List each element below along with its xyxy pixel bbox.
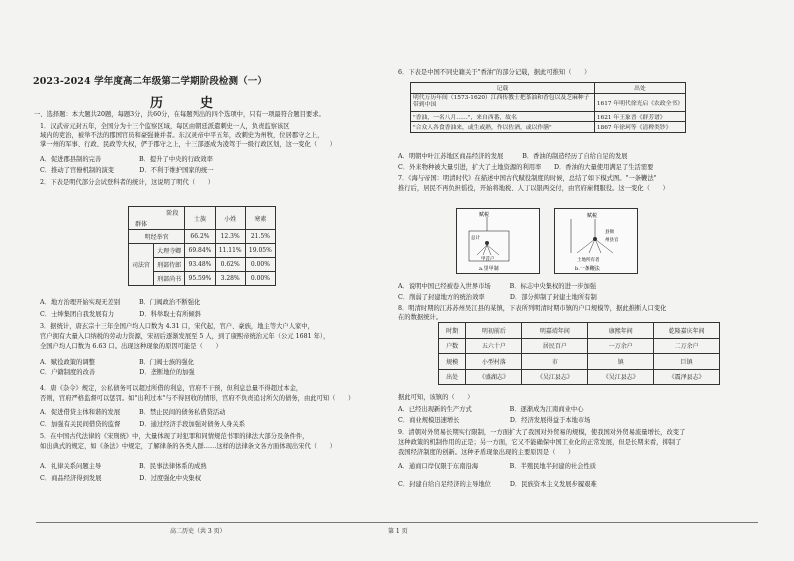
q8-options-ab: A．已经出现新的生产方式 B．逐渐成为江南商业中心	[398, 406, 584, 413]
table-row	[439, 323, 720, 339]
q3-line-1: 3．据统计，唐玄宗十三年全国户均人口数为 4.31 口，宋代起，官户、豪族，地主等大户人家中，	[40, 323, 314, 330]
table-header-cell: 记载	[411, 83, 595, 94]
table-row: "香油，一名八月……"，来自西番，故名 1621 年王象晋《群芳谱》	[411, 111, 686, 122]
section-heading: 一、选择题：本大题共20题，每题3分，共60分，在每题列出的四个选项中，只有一项最符合题目要求。	[34, 111, 325, 118]
q1-line-1: 1．汉武帝元封五年，全国分为十三个监察区域，每区由朝廷派遣刺史一人，负责监察该区	[40, 123, 290, 130]
table-row: 刑部侍郎 93.48% 0.62% 0.00%	[129, 258, 276, 272]
ytb-line	[577, 239, 595, 253]
ytb-node	[593, 237, 597, 241]
q7-line-2: 推行后，居民不再负担徭役，开始将地税、人丁以银两交付，由官府雇佣服役。这一变化（ ）	[398, 185, 669, 192]
ytb-node1: 县衙	[605, 230, 614, 235]
lijia-diagram	[456, 208, 540, 274]
table-header-cell: 寒素	[245, 207, 275, 230]
q4-line-2: 否则，官府严格监督可以惩罚。如"出利过本"与不得回收的情形，官府不负责追讨所欠的债务，由此可知（ ）	[40, 395, 355, 402]
table-row: 明代万历年间（1573-1620）江西传教士把茶油和香包以及芝麻种子带到中国 1617 年明代徐光启《农政全书》	[411, 93, 686, 111]
q7-line-1: 7．《海与帝国：明清时代》在描述中国古代赋役制度的时候，总结了如下模式图。"一条鞭法"	[398, 175, 657, 182]
table-header-cell: 士族	[185, 207, 215, 230]
table-header-cell: 康熙年间	[588, 323, 654, 339]
q8-options-cd: C．商业规模迅速增长 D．经济发展得益于本地市场	[398, 417, 591, 424]
q4-line-1: 4．唐《杂令》规定，公私债务可以超过所借的利息，官府不干预，但利息总量不得超过本金，	[40, 385, 303, 392]
table-row: 户数 五六十户 居民百户 一万余户 二万余户	[439, 338, 720, 354]
ytb-caption: b.一条鞭法	[575, 266, 600, 272]
q6-stem: 6．下表是中国不同史籍关于"香油"的部分记载，据此可推知（ ）	[398, 69, 591, 76]
q3-options-ab: A．赋役政策的调整 B．门阀士族的强化	[40, 359, 195, 366]
q9-line-1: 9．清朝对外贸易长期实行限制，一方面扩大了我国对外贸易的规模，使我国对外贸易流量增长，改变了	[398, 429, 686, 436]
q5-options-ab: A．礼律关系问题主导 B．民事法律体系的成熟	[40, 463, 207, 470]
table-corner-cell: 阶段 群体	[129, 207, 185, 230]
ytb-title: 赋税	[587, 213, 598, 219]
lijia-diagram-graphic	[457, 209, 539, 273]
lijia-line	[483, 245, 487, 255]
lijia-line	[477, 245, 487, 255]
table-row	[411, 83, 686, 94]
yitiaobian-diagram	[554, 208, 638, 274]
q5-options-cd: C．商品经济得到发展 D．过度强化中央集权	[40, 475, 201, 482]
footer-page-number: 第 1 页	[388, 528, 408, 535]
q3-options-cd: C．户籍制度的改善 D．垄断地位的加强	[40, 369, 195, 376]
q2-stem: 2．下表是明代部分会试登科者的统计，这说明了明代（ ）	[40, 179, 215, 186]
table-header-cell: 时期	[439, 323, 466, 339]
exam-title: 2023-2024 学年度高二年级第二学期阶段检测（一）	[33, 76, 267, 87]
sesame-oil-records-table	[410, 82, 686, 133]
table-header-cell: 小姓	[215, 207, 245, 230]
ytb-node2: 州县官	[605, 238, 619, 243]
imperial-exam-table	[128, 206, 276, 286]
q9-line-3: 我国经济制度的创新。这种矛盾现象出现的主要原因是（ ）	[398, 449, 575, 456]
q4-options-ab: A．促进借贷主体和谐的发展 B．禁止民间的债务私借贷活动	[40, 409, 226, 416]
footer-left: 高二历史（共 3 页）	[170, 528, 226, 535]
table-row: 司法官 大理寺卿 69.84% 11.11% 19.05%	[129, 244, 276, 258]
q1-options-cd: C．推动了官僚机制的演变 D．不利于维护国家的统一	[40, 167, 214, 174]
q5-line-1: 5．在中国古代法律的《宋刑统》中，大量体现了对犯罪和同情规范书罪的律法大部分及条件件，	[40, 433, 309, 440]
table-row: 刑部尚书 95.59% 3.28% 0.00%	[129, 272, 276, 286]
town-population-table	[438, 322, 720, 385]
table-header-cell: 乾隆嘉庆年间	[654, 323, 720, 339]
q9-options-ab: A．通商口岸仅限于东南沿海 B．半殖民地半封建的社会性质	[398, 463, 597, 470]
ytb-sub: 土地所有者	[577, 258, 600, 263]
q1-line-2: 域内的吏治，被举不法的郡国官员和豪强兼并者。东汉灵帝中平五年，改刺史为州牧，位居郡守之上，	[40, 132, 324, 139]
table-header-cell: 明初前后	[466, 323, 522, 339]
lijia-node-label: 甲首户	[481, 257, 495, 262]
q4-options-cd: C．加强有关民间借贷的监督 D．通过经济手段加强对债务人身关系	[40, 421, 246, 428]
table-header-cell: 出处	[594, 83, 685, 94]
lijia-caption: a.里甲制	[479, 266, 499, 272]
table-row	[129, 207, 276, 230]
table-header-cell: 明嘉靖年间	[522, 323, 588, 339]
yitiaobian-diagram-graphic	[555, 209, 637, 273]
q1-line-3: 掌一州的军事、行政、民政等大权，俨于郡守之上，十三部逐成为凌驾于一级行政区划，这一变化（ ）	[40, 141, 336, 148]
subject-title: 历 史	[150, 96, 226, 111]
q9-options-cd: C．封建自给自足经济的主导地位 D．民族资本主义发展步履艰难	[398, 481, 597, 488]
q2-options-cd: C．士绅集团自我发展有力 D．科举取士有所倾斜	[40, 311, 201, 318]
q1-options-ab: A．促进郡县制的完善 B．提升了中央的行政效率	[40, 156, 213, 163]
q7-options-ab: A．说明中国已经被卷入世界市场 B．标志中央集权的进一步加强	[398, 283, 597, 290]
q3-line-2: 官户拥有大量入口纳税的劳动力资源，宋初后逐渐发展至 5 人，到了康熙帝统治元年（公元 1681 年），	[40, 333, 330, 340]
footer-divider	[36, 522, 758, 523]
q3-line-3: 全国户均人口数为 6.63 口。出现这种现象的原因可能是（ ）	[40, 343, 222, 350]
q2-options-ab: A．地方治理开始实现无差别 B．门阀政治不断强化	[40, 299, 201, 306]
q9-line-2: 这种政策的机制作用的正是；另一方面，它又不能确保中国工业化的正常发展，但是长期来看，抑制了	[398, 439, 682, 446]
q7-options-cd: C．削弱了封建地方的统治效率 D．部分抑制了封建土地所有制	[398, 294, 597, 301]
q6-options-ab: A．明朝中叶江苏地区商品经济的发展 B．香油的制造经历了自给自足的发展	[398, 153, 628, 160]
q8-line-1: 8．明清时期的江苏苏州吴江县的某镇，下表所列明清时期市镇的户口规模等，据此推断人口变化	[398, 305, 667, 312]
table-row: 出处 《盛湖志》 《吴江县志》 《吴江县志》 《震泽县志》	[439, 369, 720, 385]
q8-conclusion: 据此可知，该镇的（ ）	[398, 394, 474, 401]
table-row: 规模 小型村落 市 镇 巨镇	[439, 354, 720, 370]
q8-line-2: 在的数据统计。	[398, 314, 443, 321]
table-row: 明经举官 66.2% 12.3% 21.5%	[129, 230, 276, 244]
table-row: "合众人各食香油来，或生或熟，作以佐酒，或以作膳" 1867 年徐珂等《清稗类钞》	[411, 122, 686, 133]
lijia-title: 赋税	[479, 212, 490, 218]
lijia-sub: 总计	[471, 236, 480, 241]
lijia-node	[485, 241, 489, 245]
q6-options-cd: C．外来物种被大量引进，扩大了土地资源的利用率 D．香油的大量使用满足了生活需要	[398, 164, 654, 171]
q5-line-2: 如出典式的规定，如《条法》中规定，了解律条的各类人群……这样的法律条文各方面体现出宋代（ ）	[40, 443, 336, 450]
